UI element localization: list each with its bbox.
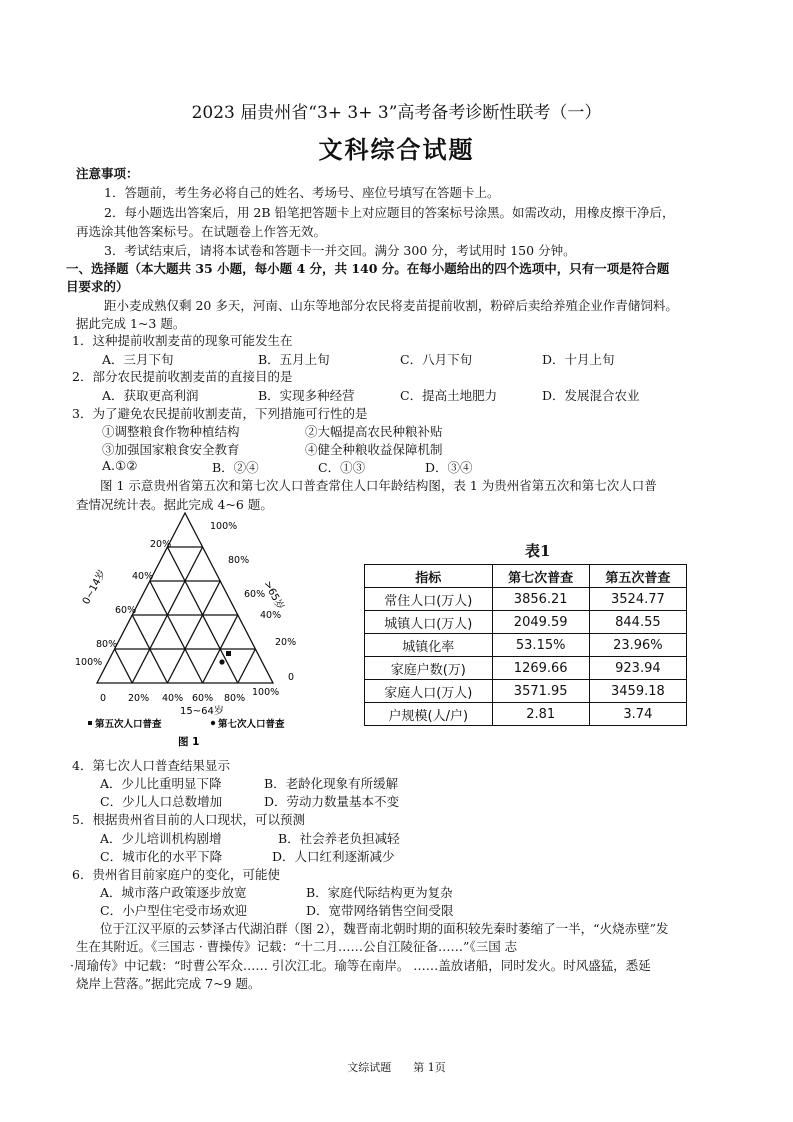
option-b[interactable]: B．实现多种经营: [258, 388, 355, 403]
option-c[interactable]: C．小户型住宅受市场欢迎: [100, 903, 248, 918]
tick-right: 60%: [244, 589, 266, 600]
option-a[interactable]: A.①②: [102, 458, 138, 473]
option-b[interactable]: B．②④: [212, 460, 259, 475]
tick-bottom: 40%: [162, 693, 184, 704]
intro-text: ·周瑜传》中记载：“时曹公军众…… 引次江北。瑜等在南岸。 ……盖放诸船，同时发火。时风盛猛，悉延: [70, 958, 651, 973]
axis-label-left: 0~14岁: [80, 568, 109, 607]
table-cell: 3571.95: [492, 680, 589, 703]
table-cell: 家庭户数(万): [365, 657, 493, 680]
table-cell: 844.55: [589, 611, 686, 634]
option-a[interactable]: A．少儿比重明显下降: [100, 776, 222, 791]
tick-left: 80%: [96, 639, 118, 650]
option-c[interactable]: C．少儿人口总数增加: [100, 794, 223, 809]
marker-5th-census: [226, 651, 231, 656]
option-a[interactable]: A．少儿培训机构剧增: [100, 831, 222, 846]
notice-item: 1．答题前，考生务必将自己的姓名、考场号、座位号填写在答题卡上。: [104, 185, 500, 200]
notice-item: 再选涂其他答案标号。在试题卷上作答无效。: [76, 224, 327, 239]
option-b[interactable]: B．老龄化现象有所缓解: [264, 776, 399, 791]
tick-left: 40%: [132, 571, 154, 582]
exam-title: 2023 届贵州省“3+ 3+ 3”高考备考诊断性联考（一）: [191, 103, 602, 123]
tick-bottom: 60%: [192, 693, 214, 704]
exam-subtitle: 文科综合试题: [318, 135, 475, 164]
intro-text: 烧岸上营落。”据此完成 7~9 题。: [76, 976, 261, 991]
table-row: [365, 680, 687, 703]
question-stem: 1．这种提前收割麦苗的现象可能发生在: [72, 333, 293, 348]
page-footer: 文综试题 第 1页: [347, 1061, 446, 1074]
table-header: 第五次普查: [589, 565, 686, 588]
table-cell: 3524.77: [589, 588, 686, 611]
tick-bottom: 100%: [252, 687, 280, 698]
option-d[interactable]: D．十月上旬: [542, 352, 615, 367]
statement: ④健全种粮收益保障机制: [305, 442, 443, 457]
intro-text: 位于江汉平原的云梦泽古代湖泊群（图 2），魏晋南北朝时期的面积较先秦时萎缩了一半，“火烧赤壁”发: [100, 921, 669, 936]
tick-bottom: 0: [100, 693, 107, 704]
table-header: 指标: [365, 565, 493, 588]
table-cell: 1269.66: [492, 657, 589, 680]
figure-caption: 图 1: [178, 736, 200, 748]
option-c[interactable]: C．城市化的水平下降: [100, 849, 223, 864]
question-stem: 4．第七次人口普查结果显示: [72, 758, 230, 773]
notice-item: 2．每小题选出答案后，用 2B 铅笔把答题卡上对应题目的答案标号涂黑。如需改动，用橡皮擦干净后，: [104, 205, 675, 220]
table-header-row: [365, 565, 687, 588]
axis-label-right: >65岁: [261, 579, 286, 612]
statement: ③加强国家粮食安全教育: [102, 442, 240, 457]
table-cell: 家庭人口(万人): [365, 680, 493, 703]
option-d[interactable]: D．宽带网络销售空间受限: [306, 903, 454, 918]
table-cell: 2.81: [492, 703, 589, 726]
table-cell: 3459.18: [589, 680, 686, 703]
table-row: [365, 611, 687, 634]
statement: ①调整粮食作物种植结构: [102, 424, 240, 439]
option-d[interactable]: D．人口红利逐渐减少: [272, 849, 395, 864]
ternary-diagram: [70, 505, 300, 750]
tick-left: 20%: [150, 539, 172, 550]
question-stem: 5．根据贵州省目前的人口现状，可以预测: [72, 812, 305, 827]
intro-text: 距小麦成熟仅剩 20 多天，河南、山东等地部分农民将麦苗提前收割，粉碎后卖给养殖企业作青储饲料。: [104, 298, 678, 313]
table-cell: 城镇化率: [365, 634, 493, 657]
option-d[interactable]: D．发展混合农业: [542, 388, 640, 403]
axis-label-bottom: 15~64岁: [180, 706, 224, 717]
intro-text: 生在其附近。《三国志 · 曹操传》记载：“十二月……公自江陵征备……”《三国 志: [76, 939, 518, 954]
option-c[interactable]: C．八月下旬: [400, 352, 473, 367]
option-a[interactable]: A．三月下旬: [102, 352, 174, 367]
table-row: [365, 703, 687, 726]
tick-bottom: 20%: [128, 693, 150, 704]
option-b[interactable]: B．五月上旬: [258, 352, 330, 367]
table-cell: 3.74: [589, 703, 686, 726]
legend-5th: 第五次人口普查: [95, 719, 162, 730]
table-cell: 3856.21: [492, 588, 589, 611]
tick-right: 40%: [260, 610, 282, 621]
option-d[interactable]: D．③④: [425, 460, 473, 475]
table-cell: 2049.59: [492, 611, 589, 634]
table-cell: 户规模(人/户): [365, 703, 493, 726]
table-title: 表1: [525, 542, 551, 560]
option-a[interactable]: A．获取更高利润: [102, 388, 199, 403]
option-b[interactable]: B．社会养老负担减轻: [278, 831, 400, 846]
question-stem: 2．部分农民提前收割麦苗的直接目的是: [72, 369, 293, 384]
notice-heading: 注意事项：: [76, 166, 139, 181]
tick-left: 100%: [75, 657, 103, 668]
census-table: [364, 564, 687, 726]
marker-7th-census: [219, 659, 224, 664]
option-b[interactable]: B．家庭代际结构更为复杂: [306, 885, 453, 900]
statement: ②大幅提高农民种粮补贴: [305, 424, 443, 439]
intro-text: 图 1 示意贵州省第五次和第七次人口普查常住人口年龄结构图，表 1 为贵州省第五次和第七次人口普: [100, 478, 657, 493]
tick-right: 80%: [228, 555, 250, 566]
table-row: [365, 634, 687, 657]
tick-bottom: 80%: [224, 693, 246, 704]
tick-right: 100%: [210, 521, 238, 532]
legend-7th: 第七次人口普查: [218, 719, 285, 730]
section-heading: 一、选择题（本大题共 35 小题，每小题 4 分，共 140 分。在每小题给出的四个选项中，只有一项是符合题: [66, 261, 670, 276]
question-stem: 6．贵州省目前家庭户的变化，可能使: [72, 867, 280, 882]
intro-text: 据此完成 1~3 题。: [76, 316, 186, 331]
table-cell: 城镇人口(万人): [365, 611, 493, 634]
tick-right: 0: [288, 672, 295, 683]
table-cell: 53.15%: [492, 634, 589, 657]
tick-left: 60%: [115, 605, 137, 616]
table-header: 第七次普查: [492, 565, 589, 588]
table-cell: 923.94: [589, 657, 686, 680]
table-cell: 23.96%: [589, 634, 686, 657]
option-d[interactable]: D．劳动力数量基本不变: [264, 794, 400, 809]
question-stem: 3．为了避免农民提前收割麦苗，下列措施可行性的是: [72, 406, 368, 421]
table-cell: 常住人口(万人): [365, 588, 493, 611]
option-c[interactable]: C．提高土地肥力: [400, 388, 498, 403]
table-row: [365, 588, 687, 611]
option-c[interactable]: C．①③: [318, 460, 366, 475]
table-row: [365, 657, 687, 680]
intro-text: 查情况统计表。据此完成 4~6 题。: [76, 497, 273, 512]
tick-right: 20%: [275, 637, 297, 648]
option-a[interactable]: A．城市落户政策逐步放宽: [100, 885, 247, 900]
notice-item: 3．考试结束后，请将本试卷和答题卡一并交回。满分 300 分，考试用时 150 分钟。: [104, 243, 576, 258]
section-heading-cont: 目要求的）: [66, 279, 129, 294]
